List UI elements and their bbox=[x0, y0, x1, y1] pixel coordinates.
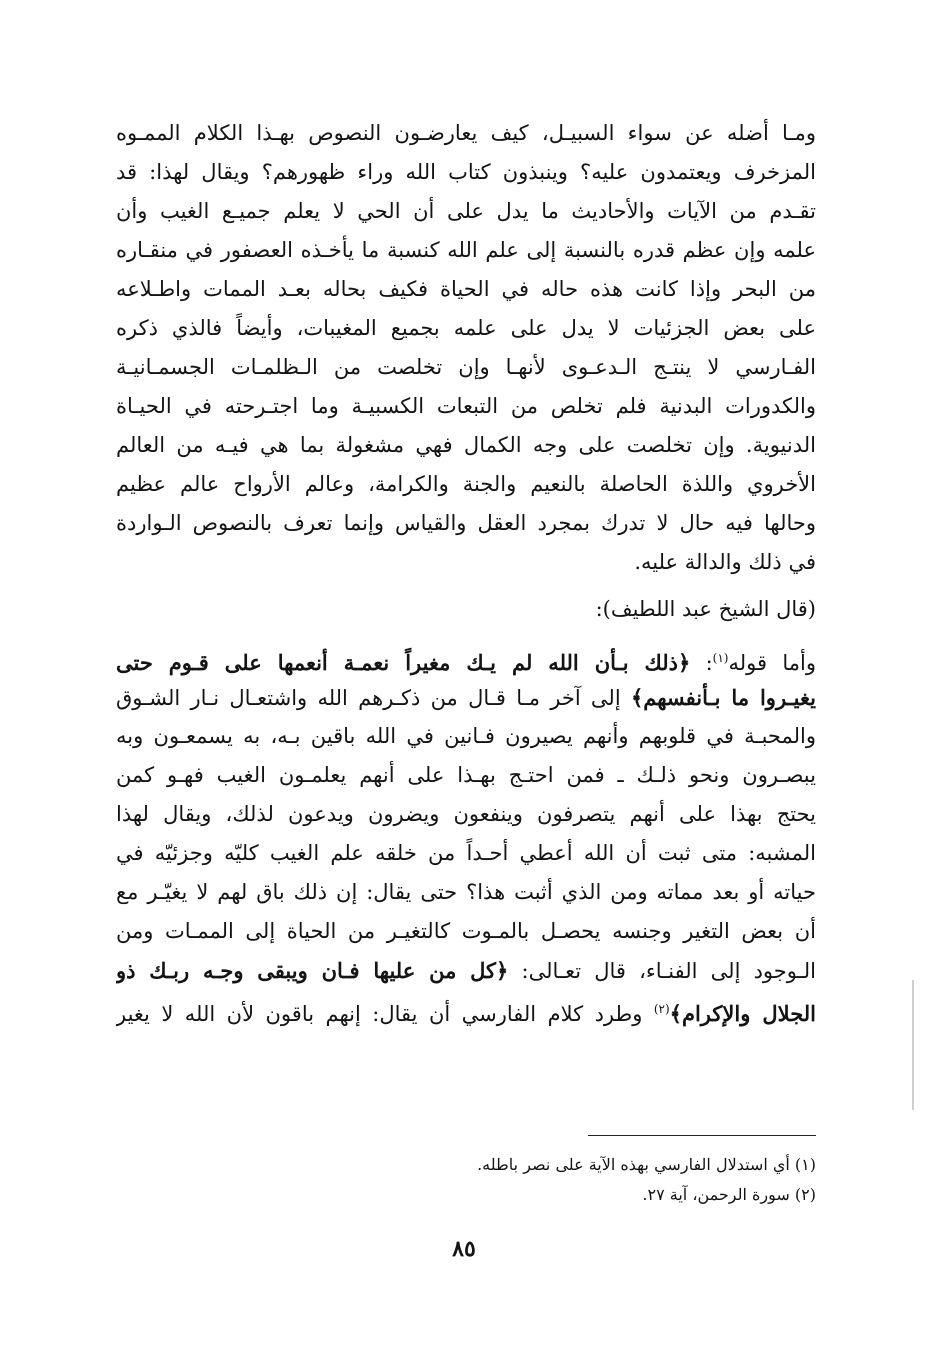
footnotes bbox=[116, 1150, 816, 1210]
text-line: المزخرف ويعتمدون عليه؟ وينبذون كتاب الله وراء ظهورهم؟ ويقال لهذا: قد bbox=[116, 160, 816, 184]
text-line bbox=[116, 990, 816, 1029]
line-rest: وطرد كلام الفارسي أن يقال: إنهم باقون لأن الله لا يغير bbox=[116, 1002, 654, 1026]
text-line: من البحر وإذا كانت هذه حاله في الحياة فكيف بحاله بعـد الممات واطـلاعه bbox=[116, 277, 816, 301]
footnote-separator bbox=[588, 1135, 816, 1136]
line-rest: إلى آخر مـا قـال من ذكـرهم الله واشتعـال نـار الشـوق bbox=[116, 686, 631, 710]
page-number: ٨٥ bbox=[452, 1236, 476, 1262]
line-prefix: وأما قوله bbox=[728, 651, 816, 675]
text-line bbox=[116, 951, 816, 990]
line-prefix: الـوجود إلى الفنـاء، قال تعـالى: bbox=[508, 959, 816, 983]
text-line: يبصـرون ونحو ذلـك ـ فمن احتـج بهـذا على أنهم يعلمـون الغيب فهـو كمن bbox=[116, 763, 816, 787]
text-line: المشبه: متى ثبت أن الله أعطي أحـداً من خلقه علم الغيب كليّه وجزئيّه في bbox=[116, 841, 816, 865]
text-line: على بعض الجزئيات لا يدل على علمه بجميع المغيبات، وأيضاً فالذي ذكره bbox=[116, 316, 816, 340]
text-line: تقـدم من الآيات والأحاديث ما يدل على أن الحي لا يعلم جميـع الغيب وأن bbox=[116, 199, 816, 223]
text-line: والمحبـة في قلوبهم وأنهم يصيرون فـانين في الله باقين بـه، به يسمعـون وبه bbox=[116, 724, 816, 748]
footnote-ref-1: (١) bbox=[712, 651, 729, 665]
quran-quote: يغيـروا ما بـأنفسهم﴾ bbox=[630, 685, 816, 710]
section-heading: (قال الشيخ عبد اللطيف): bbox=[595, 597, 816, 621]
footnote-ref-2: (٢) bbox=[653, 1002, 670, 1016]
text-line: يحتج بهذا على أنهم يتصرفون وينفعون ويضرون ويدعون لذلك، ويقال لهذا bbox=[116, 802, 816, 826]
main-text bbox=[116, 114, 816, 1029]
text-line: وحالها فيه حال لا تدرك بمجرد العقل والقياس وإنما تعرف بالنصوص الـواردة bbox=[116, 511, 816, 535]
footnote-2: (٢) سورة الرحمن، آية ٢٧. bbox=[642, 1185, 816, 1204]
text-line: حياته أو بعد مماته ومن الذي أثبت هذا؟ حتى يقال: إن ذلك باق لهم لا يغيّـر مع bbox=[116, 880, 816, 904]
separator: : bbox=[690, 651, 713, 675]
quran-quote: ﴿ذلك بـأن الله لم يـك مغيراً نعمـة أنعمها على قـوم حتى bbox=[116, 650, 691, 675]
text-line: ومـا أضله عن سواء السبيـل، كيف يعارضـون النصوص بهـذا الكلام الممـوه bbox=[116, 121, 816, 145]
text-line: في ذلك والدالة عليه. bbox=[634, 550, 816, 574]
scan-edge-mark bbox=[912, 980, 914, 1110]
text-line: الدنيوية. وإن تخلصت على وجه الكمال فهي مشغولة بما هي فيـه من العالم bbox=[116, 433, 816, 457]
text-line bbox=[116, 678, 816, 717]
text-line: أن بعض التغير وجنسه يحصـل بالمـوت كالتغيـر من الحياة إلى الممـات ومن bbox=[116, 919, 816, 943]
text-line: علمه وإن عظم قدره بالنسبة إلى علم الله كنسبة ما يأخـذه العصفور في منقـاره bbox=[116, 238, 816, 262]
text-line: والكدورات البدنية فلم تخلص من التبعات الكسبيـة وما اجتـرحته في الحيـاة bbox=[116, 394, 816, 418]
footnote-1: (١) أي استدلال الفارسي بهذه الآية على نصر باطله. bbox=[477, 1155, 816, 1174]
text-line bbox=[116, 639, 816, 678]
quran-quote: الجلال والإكرام﴾ bbox=[669, 1001, 816, 1026]
paragraph-2 bbox=[116, 639, 816, 1029]
text-line: الأخروي واللذة الحاصلة بالنعيم والجنة والكرامة، وعالم الأرواح عالم عظيم bbox=[116, 472, 816, 496]
paragraph-1 bbox=[116, 114, 816, 582]
text-line: الفـارسي لا ينتـج الـدعـوى لأنهـا وإن تخلصت من الـظلمـات الجسمـانيـة bbox=[116, 355, 816, 379]
quran-quote: ﴿كل من عليها فـان ويبقى وجـه ربـك ذو bbox=[116, 958, 509, 983]
